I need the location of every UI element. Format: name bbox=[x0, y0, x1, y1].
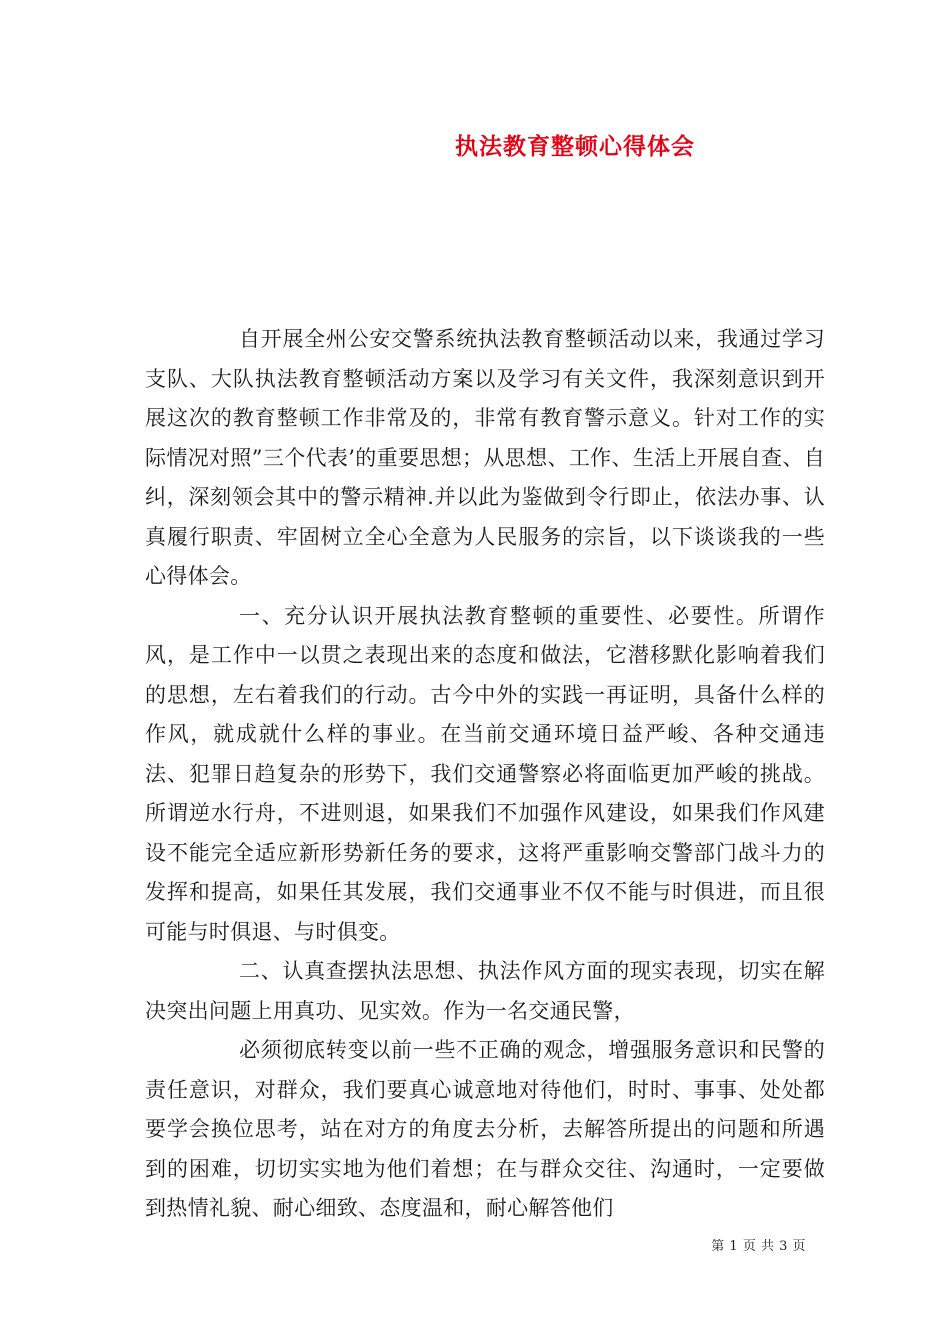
page-number-footer: 第 1 页 共 3 页 bbox=[711, 1239, 806, 1254]
document-title: 执法教育整顿心得体会 bbox=[455, 133, 695, 160]
paragraph-section-1: 一、充分认识开展执法教育整顿的重要性、必要性。所谓作风，是工作中一以贯之表现出来的态度和做法，它潜移默化影响着我们的思想，左右着我们的行动。古今中外的实践一再证明，具备什么样的作风，就成就什么样的事业。在当前交通环境日益严峻、各种交通违法、犯罪日趋复杂的形势下，我们交通警察必将面临更加严峻的挑战。所谓逆水行舟，不进则退，如果我们不加强作风建设，如果我们作风建设不能完全适应新形势新任务的要求，这将严重影响交警部门战斗力的发挥和提高，如果任其发展，我们交通事业不仅不能与时俱进，而且很可能与时俱退、与时俱变。 bbox=[145, 603, 825, 944]
paragraph-section-2-continued: 必须彻底转变以前一些不正确的观念，增强服务意识和民警的责任意识，对群众，我们要真心诚意地对待他们，时时、事事、处处都要学会换位思考，站在对方的角度去分析，去解答所提出的问题和所遇到的困难，切切实实地为他们着想；在与群众交往、沟通时，一定要做到热情礼貌、耐心细致、态度温和，耐心解答他们 bbox=[145, 1038, 825, 1220]
document-body bbox=[145, 320, 825, 1229]
paragraph-intro: 自开展全州公安交警系统执法教育整顿活动以来，我通过学习支队、大队执法教育整顿活动方案以及学习有关文件，我深刻意识到开展这次的教育整顿工作非常及的，非常有教育警示意义。针对工作的实际情况对照”三个代表’的重要思想；从思想、工作、生活上开展自查、自纠，深刻领会其中的警示精神.并以此为鉴做到令行即止，依法办事、认真履行职责、牢固树立全心全意为人民服务的宗旨，以下谈谈我的一些心得体会。 bbox=[145, 327, 825, 588]
paragraph-section-2: 二、认真查摆执法思想、执法作风方面的现实表现，切实在解决突出问题上用真功、见实效。作为一名交通民警， bbox=[145, 959, 825, 1023]
